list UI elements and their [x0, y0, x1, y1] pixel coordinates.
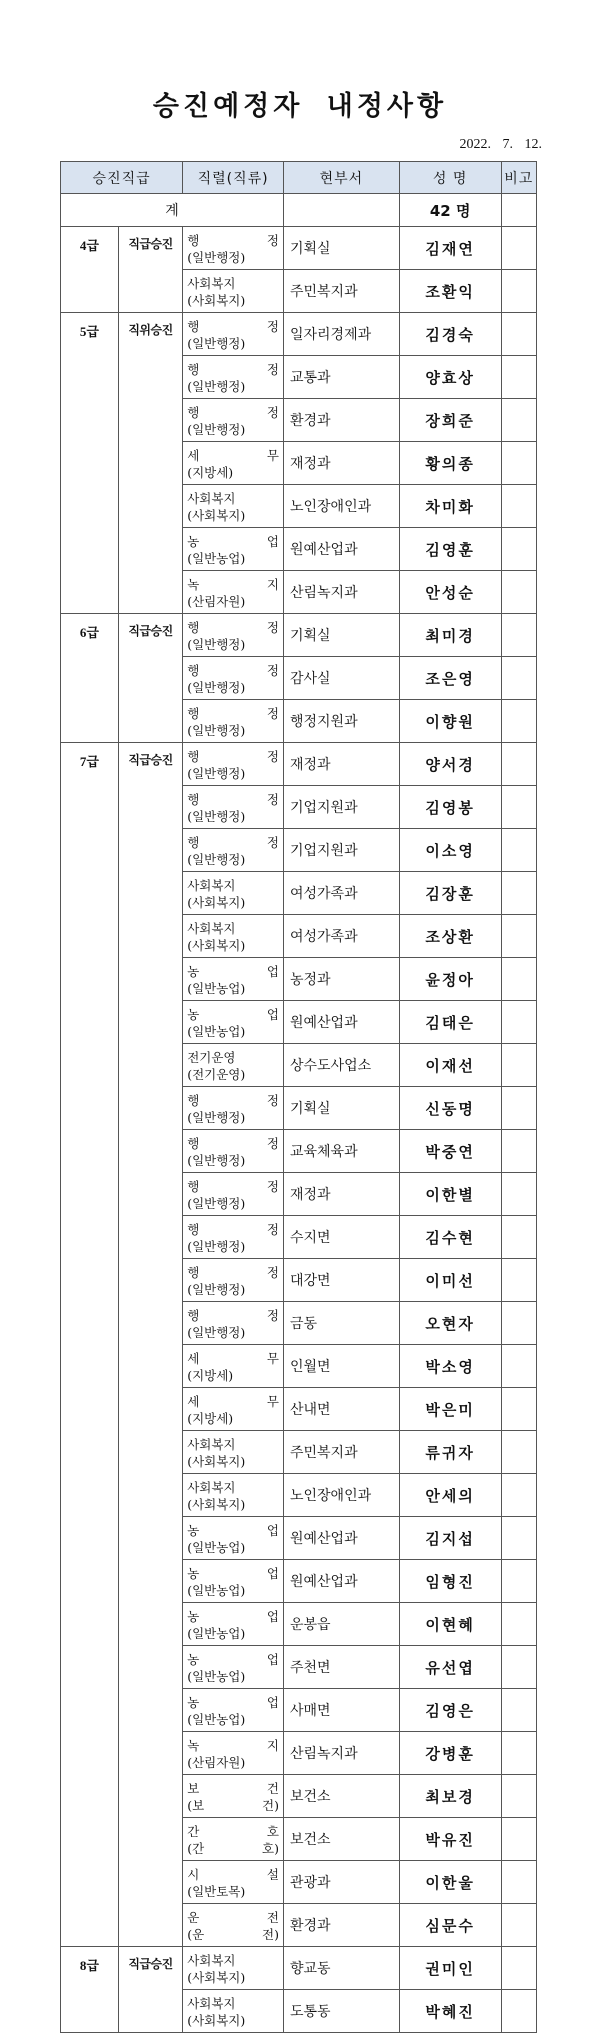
position-sub: (사회복지) [187, 1497, 246, 1512]
position-main: 농 업 [187, 1523, 279, 1538]
department-cell: 재정과 [283, 743, 399, 786]
department-cell: 상수도사업소 [283, 1044, 399, 1087]
position-cell [183, 1345, 284, 1388]
department-cell: 보건소 [283, 1818, 399, 1861]
department-cell: 기획실 [283, 1087, 399, 1130]
promotion-type-cell: 직급승진 [118, 743, 182, 1947]
position-cell [183, 1775, 284, 1818]
name-cell: 김장훈 [399, 872, 501, 915]
note-cell [501, 786, 536, 829]
note-cell [501, 1990, 536, 2033]
name-cell: 박소영 [399, 1345, 501, 1388]
document-date: 2022. 7. 12. [459, 137, 542, 152]
name-cell: 양효상 [399, 356, 501, 399]
department-cell: 행정지원과 [283, 700, 399, 743]
name-cell: 박중연 [399, 1130, 501, 1173]
position-main: 녹 지 [187, 1738, 279, 1753]
promotion-type-cell: 직위승진 [118, 313, 182, 614]
name-cell: 이한울 [399, 1861, 501, 1904]
position-main: 행 정 [187, 835, 279, 850]
position-sub: (일반행정) [187, 336, 246, 351]
grade-cell: 6급 [61, 614, 119, 743]
name-cell: 이한별 [399, 1173, 501, 1216]
position-cell [183, 1603, 284, 1646]
position-main: 사회복지 [187, 921, 236, 936]
position-main: 행 정 [187, 620, 279, 635]
position-main: 운 전 [187, 1910, 279, 1925]
department-cell: 원예산업과 [283, 1517, 399, 1560]
total-label: 계 [61, 194, 284, 227]
department-cell: 노인장애인과 [283, 485, 399, 528]
position-sub: (일반행정) [187, 766, 246, 781]
header-name: 성 명 [399, 162, 501, 194]
table-header-row [61, 162, 537, 194]
note-cell [501, 872, 536, 915]
position-sub: (사회복지) [187, 895, 246, 910]
position-cell [183, 442, 284, 485]
table-row [61, 614, 537, 657]
position-main: 행 정 [187, 1265, 279, 1280]
note-cell [501, 1388, 536, 1431]
note-cell [501, 1173, 536, 1216]
department-cell: 감사실 [283, 657, 399, 700]
position-sub: (일반행정) [187, 1110, 246, 1125]
name-cell: 김영훈 [399, 528, 501, 571]
department-cell: 기업지원과 [283, 786, 399, 829]
note-cell [501, 1646, 536, 1689]
promotion-type-cell: 직급승진 [118, 614, 182, 743]
name-cell: 이현혜 [399, 1603, 501, 1646]
grade-cell: 7급 [61, 743, 119, 1947]
header-position: 직렬(직류) [183, 162, 284, 194]
position-main: 녹 지 [187, 577, 279, 592]
position-cell [183, 614, 284, 657]
position-sub: (일반농업) [187, 1626, 246, 1641]
position-main: 사회복지 [187, 1480, 236, 1495]
total-row [61, 194, 537, 227]
position-main: 세 무 [187, 1394, 279, 1409]
note-cell [501, 829, 536, 872]
position-main: 사회복지 [187, 491, 236, 506]
note-cell [501, 1517, 536, 1560]
position-sub: (일반행정) [187, 723, 246, 738]
name-cell: 강병훈 [399, 1732, 501, 1775]
name-cell: 김지섭 [399, 1517, 501, 1560]
position-main: 행 정 [187, 1179, 279, 1194]
position-cell [183, 1130, 284, 1173]
department-cell: 환경과 [283, 1904, 399, 1947]
position-main: 시 설 [187, 1867, 279, 1882]
department-cell: 원예산업과 [283, 1001, 399, 1044]
name-cell: 안성순 [399, 571, 501, 614]
position-main: 농 업 [187, 1609, 279, 1624]
position-sub: (사회복지) [187, 2013, 246, 2028]
note-cell [501, 1044, 536, 1087]
department-cell: 주천면 [283, 1646, 399, 1689]
position-main: 농 업 [187, 1695, 279, 1710]
name-cell: 김태은 [399, 1001, 501, 1044]
position-main: 사회복지 [187, 1996, 236, 2011]
position-sub: (일반농업) [187, 551, 246, 566]
position-sub: (일반행정) [187, 1239, 246, 1254]
note-cell [501, 657, 536, 700]
header-note: 비고 [501, 162, 536, 194]
department-cell: 인월면 [283, 1345, 399, 1388]
position-sub: (지방세) [187, 1368, 234, 1383]
department-cell: 운봉읍 [283, 1603, 399, 1646]
note-cell [501, 1904, 536, 1947]
position-cell [183, 700, 284, 743]
name-cell: 윤정아 [399, 958, 501, 1001]
department-cell: 향교동 [283, 1947, 399, 1990]
position-cell [183, 227, 284, 270]
position-main: 행 정 [187, 362, 279, 377]
department-cell: 여성가족과 [283, 872, 399, 915]
position-main: 행 정 [187, 233, 279, 248]
position-main: 행 정 [187, 749, 279, 764]
department-cell: 산림녹지과 [283, 571, 399, 614]
position-sub: (일반행정) [187, 1153, 246, 1168]
department-cell: 여성가족과 [283, 915, 399, 958]
position-cell [183, 829, 284, 872]
table-row [61, 743, 537, 786]
note-cell [501, 528, 536, 571]
total-empty-cell [283, 194, 399, 227]
name-cell: 김영은 [399, 1689, 501, 1732]
position-sub: (간 호) [187, 1841, 279, 1856]
name-cell: 조상환 [399, 915, 501, 958]
name-cell: 최보경 [399, 1775, 501, 1818]
position-main: 행 정 [187, 1222, 279, 1237]
name-cell: 조환익 [399, 270, 501, 313]
table-row [61, 1947, 537, 1990]
position-sub: (일반농업) [187, 981, 246, 996]
note-cell [501, 356, 536, 399]
position-main: 농 업 [187, 1566, 279, 1581]
position-main: 행 정 [187, 319, 279, 334]
position-cell [183, 270, 284, 313]
position-cell [183, 1517, 284, 1560]
page-title: 승진예정자 내정사항 [152, 91, 448, 122]
header-grade: 승진직급 [61, 162, 183, 194]
grade-cell: 8급 [61, 1947, 119, 2033]
table-row [61, 227, 537, 270]
department-cell: 금동 [283, 1302, 399, 1345]
name-cell: 김경숙 [399, 313, 501, 356]
position-sub: (산림자원) [187, 1755, 246, 1770]
position-sub: (일반농업) [187, 1540, 246, 1555]
position-sub: (일반행정) [187, 1282, 246, 1297]
name-cell: 김수현 [399, 1216, 501, 1259]
department-cell: 교통과 [283, 356, 399, 399]
note-cell [501, 915, 536, 958]
department-cell: 대강면 [283, 1259, 399, 1302]
position-cell [183, 915, 284, 958]
department-cell: 교육체육과 [283, 1130, 399, 1173]
promotion-table [60, 161, 537, 2033]
position-cell [183, 1087, 284, 1130]
note-cell [501, 1302, 536, 1345]
position-cell [183, 1216, 284, 1259]
note-cell [501, 1732, 536, 1775]
note-cell [501, 1259, 536, 1302]
position-main: 세 무 [187, 448, 279, 463]
department-cell: 관광과 [283, 1861, 399, 1904]
position-sub: (일반행정) [187, 1325, 246, 1340]
position-cell [183, 872, 284, 915]
position-cell [183, 1044, 284, 1087]
position-sub: (일반행정) [187, 422, 246, 437]
name-cell: 류귀자 [399, 1431, 501, 1474]
note-cell [501, 313, 536, 356]
position-main: 사회복지 [187, 1953, 236, 1968]
position-cell [183, 1388, 284, 1431]
name-cell: 오현자 [399, 1302, 501, 1345]
position-main: 사회복지 [187, 1437, 236, 1452]
note-cell [501, 442, 536, 485]
note-cell [501, 1689, 536, 1732]
position-sub: (지방세) [187, 465, 234, 480]
position-sub: (일반행정) [187, 680, 246, 695]
note-cell [501, 270, 536, 313]
department-cell: 주민복지과 [283, 270, 399, 313]
note-cell [501, 1775, 536, 1818]
position-sub: (일반농업) [187, 1024, 246, 1039]
position-main: 행 정 [187, 706, 279, 721]
position-main: 농 업 [187, 1652, 279, 1667]
department-cell: 재정과 [283, 1173, 399, 1216]
name-cell: 유선엽 [399, 1646, 501, 1689]
note-cell [501, 700, 536, 743]
note-cell [501, 1087, 536, 1130]
position-sub: (일반농업) [187, 1669, 246, 1684]
position-cell [183, 1646, 284, 1689]
name-cell: 임형진 [399, 1560, 501, 1603]
position-main: 간 호 [187, 1824, 279, 1839]
position-main: 행 정 [187, 663, 279, 678]
table-row [61, 313, 537, 356]
position-cell [183, 1689, 284, 1732]
name-cell: 박유진 [399, 1818, 501, 1861]
name-cell: 안세의 [399, 1474, 501, 1517]
position-cell [183, 743, 284, 786]
position-cell [183, 657, 284, 700]
position-main: 농 업 [187, 534, 279, 549]
note-cell [501, 1001, 536, 1044]
note-cell [501, 485, 536, 528]
position-sub: (전기운영) [187, 1067, 246, 1082]
note-cell [501, 1603, 536, 1646]
position-main: 세 무 [187, 1351, 279, 1366]
position-sub: (일반행정) [187, 852, 246, 867]
grade-cell: 5급 [61, 313, 119, 614]
department-cell: 농정과 [283, 958, 399, 1001]
position-main: 농 업 [187, 964, 279, 979]
position-cell [183, 1474, 284, 1517]
name-cell: 이소영 [399, 829, 501, 872]
name-cell: 신동명 [399, 1087, 501, 1130]
note-cell [501, 743, 536, 786]
department-cell: 도통동 [283, 1990, 399, 2033]
position-cell [183, 1947, 284, 1990]
department-cell: 재정과 [283, 442, 399, 485]
position-cell [183, 399, 284, 442]
position-main: 농 업 [187, 1007, 279, 1022]
department-cell: 일자리경제과 [283, 313, 399, 356]
header-department: 현부서 [283, 162, 399, 194]
position-sub: (사회복지) [187, 293, 246, 308]
department-cell: 기업지원과 [283, 829, 399, 872]
position-sub: (사회복지) [187, 938, 246, 953]
position-cell [183, 786, 284, 829]
position-main: 전기운영 [187, 1050, 236, 1065]
note-cell [501, 1345, 536, 1388]
position-cell [183, 1560, 284, 1603]
department-cell: 기획실 [283, 227, 399, 270]
department-cell: 원예산업과 [283, 528, 399, 571]
position-cell [183, 958, 284, 1001]
position-cell [183, 1818, 284, 1861]
name-cell: 이미선 [399, 1259, 501, 1302]
note-cell [501, 958, 536, 1001]
department-cell: 주민복지과 [283, 1431, 399, 1474]
position-main: 보 건 [187, 1781, 279, 1796]
position-sub: (일반행정) [187, 637, 246, 652]
note-cell [501, 1474, 536, 1517]
position-main: 행 정 [187, 1308, 279, 1323]
department-cell: 산내면 [283, 1388, 399, 1431]
name-cell: 차미화 [399, 485, 501, 528]
name-cell: 권미인 [399, 1947, 501, 1990]
name-cell: 김재연 [399, 227, 501, 270]
name-cell: 장희준 [399, 399, 501, 442]
position-sub: (일반토목) [187, 1884, 246, 1899]
department-cell: 노인장애인과 [283, 1474, 399, 1517]
name-cell: 최미경 [399, 614, 501, 657]
promotion-type-cell: 직급승진 [118, 227, 182, 313]
department-cell: 환경과 [283, 399, 399, 442]
position-sub: (지방세) [187, 1411, 234, 1426]
position-sub: (일반행정) [187, 1196, 246, 1211]
position-sub: (일반농업) [187, 1583, 246, 1598]
note-cell [501, 1947, 536, 1990]
position-main: 행 정 [187, 405, 279, 420]
name-cell: 이향원 [399, 700, 501, 743]
department-cell: 수지면 [283, 1216, 399, 1259]
position-sub: (운 전) [187, 1927, 279, 1942]
note-cell [501, 1560, 536, 1603]
name-cell: 이재선 [399, 1044, 501, 1087]
name-cell: 심문수 [399, 1904, 501, 1947]
total-note-cell [501, 194, 536, 227]
position-main: 사회복지 [187, 276, 236, 291]
note-cell [501, 571, 536, 614]
position-cell [183, 1732, 284, 1775]
department-cell: 산림녹지과 [283, 1732, 399, 1775]
position-sub: (일반행정) [187, 809, 246, 824]
position-cell [183, 1990, 284, 2033]
department-cell: 기획실 [283, 614, 399, 657]
position-cell [183, 1904, 284, 1947]
position-sub: (일반행정) [187, 379, 246, 394]
department-cell: 사매면 [283, 1689, 399, 1732]
position-sub: (산림자원) [187, 594, 246, 609]
position-cell [183, 571, 284, 614]
position-cell [183, 485, 284, 528]
position-sub: (보 건) [187, 1798, 279, 1813]
position-main: 행 정 [187, 792, 279, 807]
note-cell [501, 1818, 536, 1861]
grade-cell: 4급 [61, 227, 119, 313]
note-cell [501, 1130, 536, 1173]
position-sub: (일반농업) [187, 1712, 246, 1727]
note-cell [501, 1216, 536, 1259]
note-cell [501, 1431, 536, 1474]
total-count: 42 명 [399, 194, 501, 227]
position-cell [183, 1431, 284, 1474]
department-cell: 원예산업과 [283, 1560, 399, 1603]
note-cell [501, 1861, 536, 1904]
note-cell [501, 399, 536, 442]
position-cell [183, 356, 284, 399]
position-cell [183, 1302, 284, 1345]
position-sub: (사회복지) [187, 1970, 246, 1985]
name-cell: 김영봉 [399, 786, 501, 829]
position-main: 행 정 [187, 1136, 279, 1151]
position-main: 행 정 [187, 1093, 279, 1108]
name-cell: 황의종 [399, 442, 501, 485]
note-cell [501, 227, 536, 270]
name-cell: 박은미 [399, 1388, 501, 1431]
position-sub: (사회복지) [187, 1454, 246, 1469]
position-cell [183, 1001, 284, 1044]
name-cell: 양서경 [399, 743, 501, 786]
department-cell: 보건소 [283, 1775, 399, 1818]
note-cell [501, 614, 536, 657]
position-cell [183, 528, 284, 571]
promotion-type-cell: 직급승진 [118, 1947, 182, 2033]
position-cell [183, 1259, 284, 1302]
name-cell: 조은영 [399, 657, 501, 700]
position-cell [183, 1861, 284, 1904]
position-cell [183, 1173, 284, 1216]
position-sub: (사회복지) [187, 508, 246, 523]
position-sub: (일반행정) [187, 250, 246, 265]
position-cell [183, 313, 284, 356]
name-cell: 박혜진 [399, 1990, 501, 2033]
position-main: 사회복지 [187, 878, 236, 893]
